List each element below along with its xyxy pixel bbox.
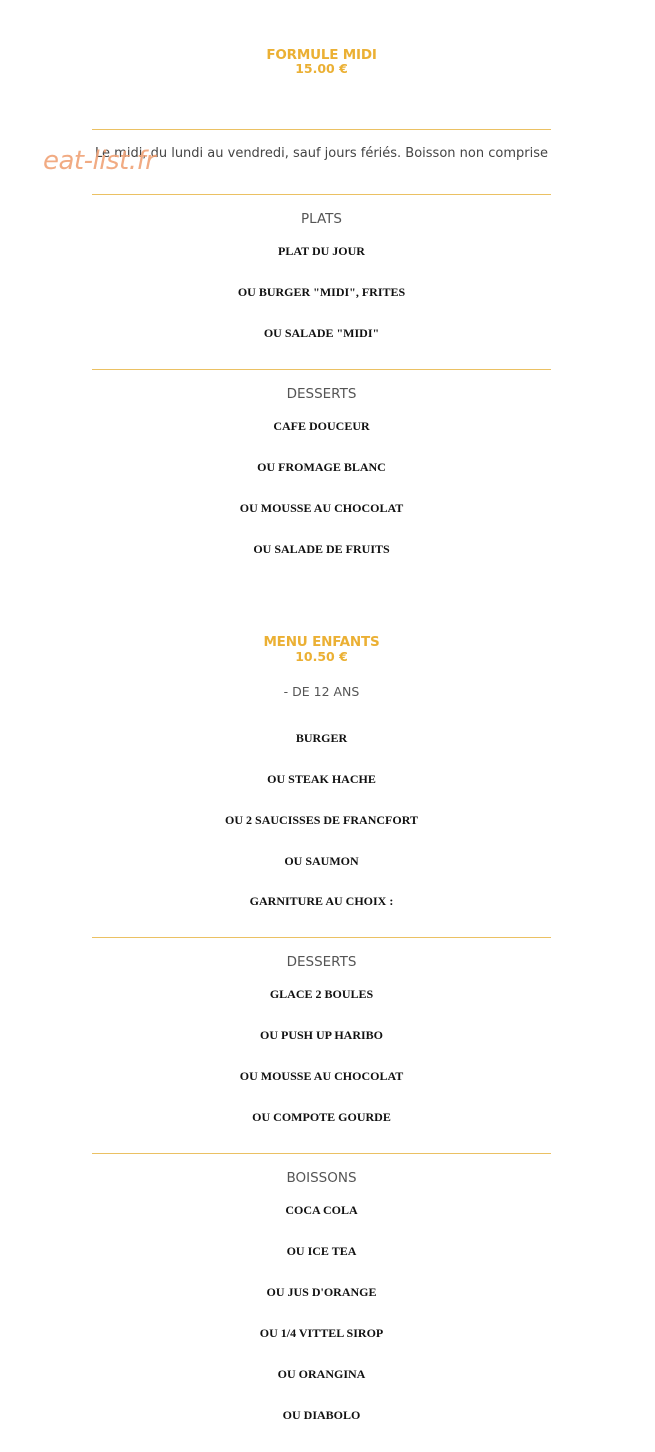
menu-enfants-subtitle: - DE 12 ANS	[283, 684, 360, 699]
menu-item: GARNITURE AU CHOIX :	[249, 894, 394, 908]
menu-enfants-price: 10.50 €	[295, 649, 348, 664]
section-heading-boissons: BOISSONS	[286, 1170, 357, 1186]
menu-item: OU STEAK HACHE	[267, 772, 376, 786]
watermark-logo: eat-list.fr	[43, 146, 156, 176]
formule-midi-description: Le midi, du lundi au vendredi, sauf jours fériés. Boisson non comprise	[95, 146, 548, 161]
menu-item: OU 2 SAUCISSES DE FRANCFORT	[225, 813, 418, 827]
menu-item: OU BURGER "MIDI", FRITES	[237, 285, 406, 299]
menu-item: OU FROMAGE BLANC	[257, 460, 386, 474]
formule-midi-title: FORMULE MIDI	[266, 47, 377, 63]
menu-enfants-title: MENU ENFANTS	[263, 634, 380, 650]
menu-item: PLAT DU JOUR	[278, 244, 365, 258]
menu-item: OU ORANGINA	[277, 1367, 366, 1381]
menu-item: OU ICE TEA	[286, 1244, 357, 1258]
section-heading-plats: PLATS	[301, 211, 342, 227]
menu-item: OU SAUMON	[284, 854, 359, 868]
menu-item: GLACE 2 BOULES	[269, 987, 374, 1001]
menu-item: OU SALADE "MIDI"	[263, 326, 380, 340]
menu-item: COCA COLA	[285, 1203, 358, 1217]
divider	[92, 1153, 551, 1154]
menu-item: OU COMPOTE GOURDE	[252, 1110, 391, 1124]
divider	[92, 369, 551, 370]
menu-item: OU MOUSSE AU CHOCOLAT	[239, 1069, 404, 1083]
menu-item: OU PUSH UP HARIBO	[259, 1028, 383, 1042]
menu-item: OU MOUSSE AU CHOCOLAT	[239, 501, 404, 515]
formule-midi-price: 15.00 €	[295, 61, 348, 76]
section-heading-desserts: DESSERTS	[286, 386, 357, 402]
divider	[92, 937, 551, 938]
menu-item: OU DIABOLO	[282, 1408, 361, 1422]
menu-item: OU JUS D'ORANGE	[266, 1285, 377, 1299]
section-heading-desserts: DESSERTS	[286, 954, 357, 970]
divider	[92, 194, 551, 195]
menu-item: BURGER	[295, 731, 348, 745]
menu-item: OU 1/4 VITTEL SIROP	[259, 1326, 384, 1340]
menu-item: CAFE DOUCEUR	[273, 419, 370, 433]
divider	[92, 129, 551, 130]
menu-item: OU SALADE DE FRUITS	[253, 542, 390, 556]
